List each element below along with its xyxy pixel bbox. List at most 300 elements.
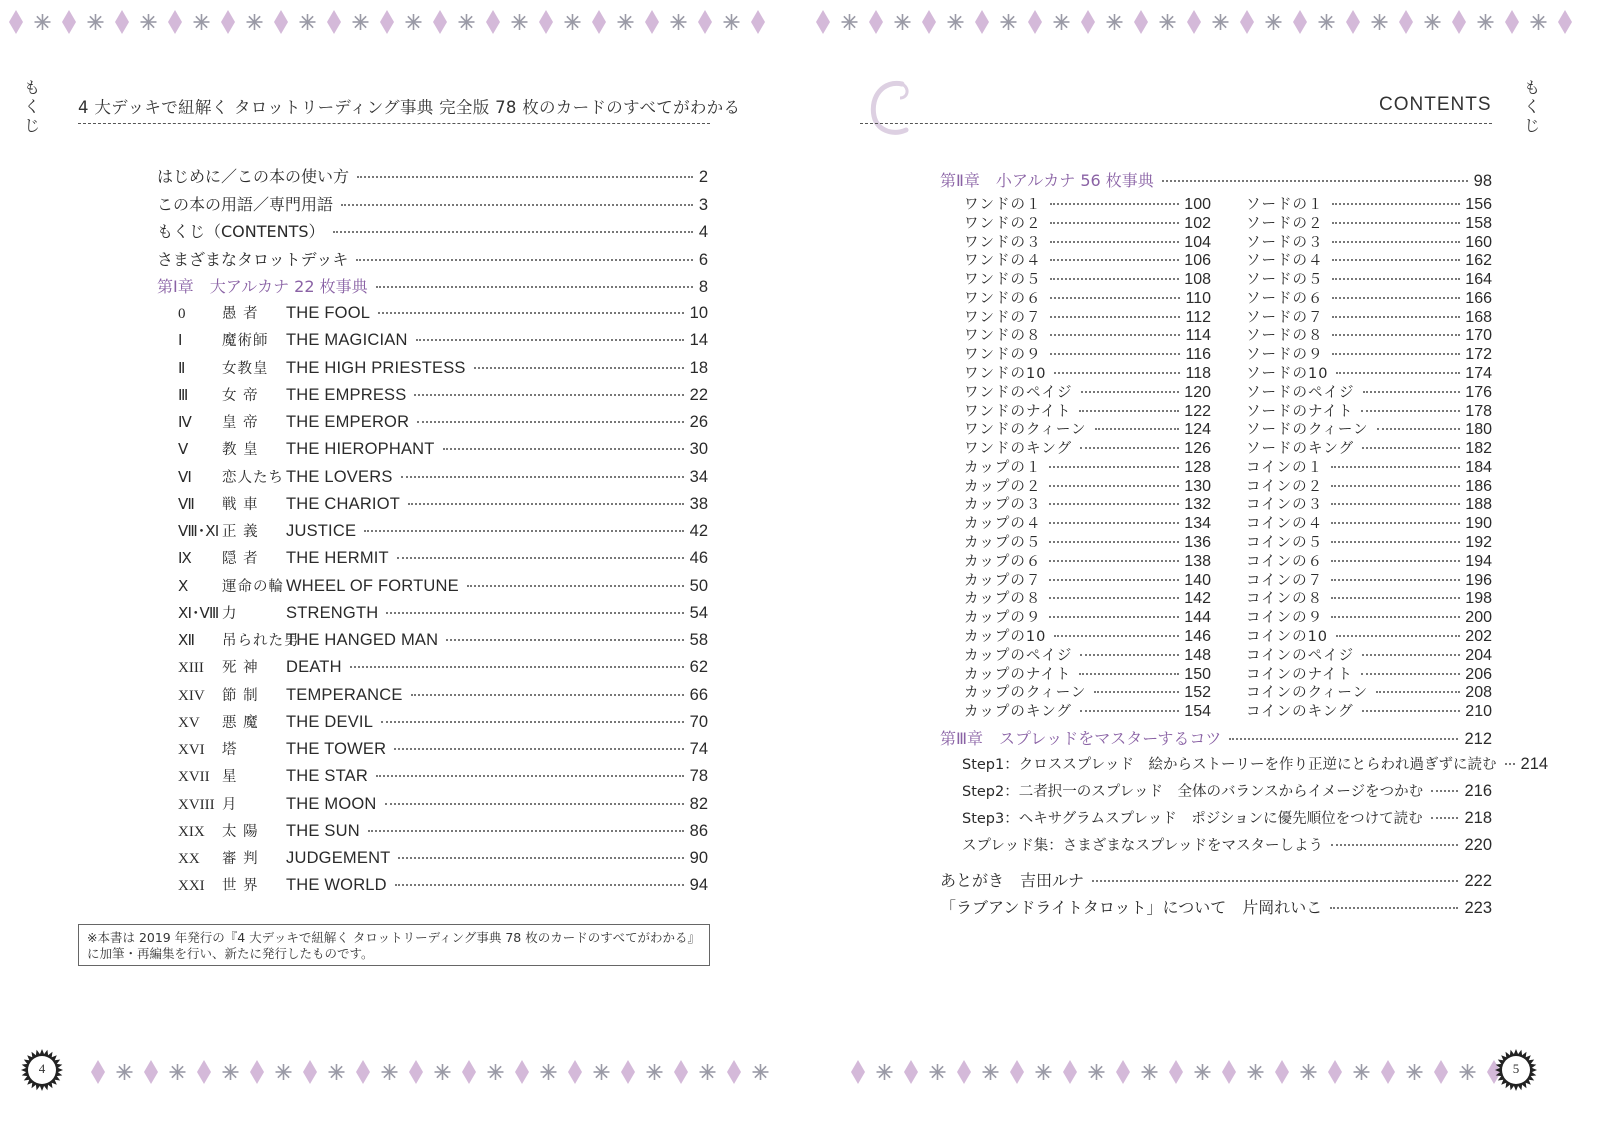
note-box [78, 924, 710, 966]
card-number: XIII [178, 660, 204, 677]
minor-arcana-row [964, 531, 1211, 550]
leader-dots [446, 639, 683, 641]
toc-page-number: 223 [1464, 899, 1492, 917]
toc-page-number: 116 [1185, 346, 1211, 364]
leader-dots [1376, 691, 1460, 693]
major-arcana-row [178, 329, 708, 351]
toc-label: カップの１ [964, 459, 1042, 476]
leader-dots [414, 394, 683, 396]
leader-dots [1331, 560, 1460, 562]
leader-dots [1079, 410, 1179, 412]
major-arcana-row [178, 602, 708, 624]
toc-label: コインの１ [1246, 459, 1324, 476]
minor-arcana-row [1246, 362, 1492, 381]
toc-label: カップの８ [964, 591, 1042, 608]
minor-arcana-row [1246, 437, 1492, 456]
minor-arcana-row [1246, 475, 1492, 494]
leader-dots [1049, 579, 1179, 581]
card-number: XVI [178, 742, 205, 758]
toc-row [157, 192, 708, 214]
toc-label: ワンドのペイジ [964, 384, 1073, 401]
minor-arcana-row [1246, 663, 1492, 682]
leader-dots [378, 312, 684, 314]
toc-page-number: 46 [689, 549, 708, 568]
toc-row [157, 219, 708, 241]
toc-page-number: 162 [1465, 252, 1492, 270]
note-line: ※本書は 2019 年発行の『4 大デッキで紐解く タロットリーディング事典 78 枚のカードのすべてがわかる』 [87, 930, 700, 945]
leader-dots [401, 476, 684, 478]
card-number: Ⅶ [178, 496, 195, 513]
toc-label: ソードのナイト [1246, 403, 1354, 420]
card-name-jp: 力 [222, 605, 238, 622]
card-number: Ⅴ [178, 442, 189, 459]
leader-dots [408, 503, 684, 505]
toc-label: はじめに／この本の使い方 [157, 167, 350, 186]
card-name-jp: 皇 帝 [222, 415, 259, 431]
toc-page-number: 176 [1465, 383, 1492, 401]
toc-page-number: 198 [1465, 590, 1492, 608]
minor-arcana-row [1246, 512, 1492, 531]
major-arcana-row [178, 357, 708, 379]
leader-dots [1331, 485, 1460, 487]
leader-dots [1050, 297, 1181, 299]
leader-dots [1332, 203, 1461, 205]
card-name-jp: 恋人たち [222, 469, 284, 486]
leader-dots [395, 884, 684, 886]
toc-page-number: 170 [1465, 327, 1492, 345]
card-name-jp: 女教皇 [222, 360, 269, 377]
leader-dots [1332, 222, 1461, 224]
card-number: XIV [178, 687, 205, 704]
toc-page-number: 14 [689, 331, 708, 350]
leader-dots [1331, 522, 1460, 524]
toc-page-number: 2 [698, 168, 708, 186]
card-number: XIX [178, 823, 205, 840]
leader-dots [1049, 616, 1179, 618]
card-name-jp: 女 帝 [222, 387, 259, 404]
leader-dots [1049, 503, 1179, 505]
major-arcana-row [178, 438, 708, 460]
minor-arcana-row [964, 493, 1211, 512]
toc-label: カップの５ [964, 535, 1042, 552]
toc-page-number: 128 [1184, 458, 1211, 476]
major-arcana-row [178, 656, 708, 678]
toc-page-number: 120 [1184, 383, 1211, 401]
minor-arcana-row [964, 663, 1211, 682]
leader-dots [1336, 635, 1460, 637]
contents-header: CONTENTS [1379, 94, 1492, 115]
toc-page-number: 150 [1184, 665, 1211, 683]
card-number: Ⅲ [178, 387, 189, 404]
major-arcana-row [178, 520, 708, 542]
toc-page-number: 106 [1184, 252, 1211, 270]
toc-label: ソードの８ [1246, 328, 1324, 345]
side-char: じ [23, 116, 40, 135]
toc-row [940, 868, 1492, 890]
toc-page-number: 86 [689, 821, 708, 840]
card-name-en: THE MAGICIAN [286, 331, 408, 350]
minor-arcana-row [1246, 381, 1492, 400]
card-name-en: THE STAR [286, 767, 368, 786]
toc-label: コインの７ [1246, 572, 1324, 589]
toc-page-number: 136 [1184, 534, 1211, 552]
toc-row [157, 247, 708, 269]
toc-page-number: 3 [698, 195, 708, 214]
card-name-jp: 正 義 [222, 524, 259, 540]
toc-label: ワンドの９ [964, 347, 1042, 364]
page-number-badge [20, 1048, 64, 1092]
minor-arcana-row [964, 418, 1211, 437]
toc-label: ワンドの２ [964, 215, 1042, 232]
minor-arcana-row [1246, 587, 1492, 606]
leader-dots [1079, 673, 1179, 675]
leader-dots [356, 259, 692, 261]
leader-dots [341, 204, 693, 206]
leader-dots [467, 585, 684, 587]
toc-page-number: 110 [1185, 289, 1211, 307]
toc-label: カップの３ [964, 497, 1042, 514]
major-arcana-row [178, 820, 708, 842]
leader-dots [1054, 635, 1179, 637]
card-name-en: JUDGEMENT [286, 849, 391, 867]
toc-label: コインの３ [1246, 497, 1324, 514]
leader-dots [1362, 654, 1460, 656]
toc-page-number: 148 [1184, 646, 1211, 664]
leader-dots [1050, 241, 1180, 243]
toc-label: ソードの６ [1246, 290, 1324, 307]
toc-label: ワンドの７ [964, 309, 1042, 326]
minor-arcana-row [964, 512, 1211, 531]
minor-arcana-row [964, 249, 1211, 268]
leader-dots [1080, 447, 1179, 449]
toc-page-number: 152 [1184, 684, 1211, 702]
minor-arcana-row [1246, 249, 1492, 268]
leader-dots [1049, 466, 1179, 468]
minor-arcana-row [964, 569, 1211, 588]
leader-dots [1431, 817, 1459, 819]
side-char: も [1523, 78, 1540, 97]
side-label-mokuji [22, 78, 42, 135]
toc-page-number: 202 [1465, 627, 1492, 645]
toc-label: コインの６ [1246, 553, 1324, 570]
leader-dots [376, 286, 693, 288]
minor-arcana-row [964, 587, 1211, 606]
leader-dots [417, 421, 683, 423]
minor-arcana-row [1246, 268, 1492, 287]
leader-dots [411, 694, 684, 696]
toc-page-number: 134 [1184, 515, 1211, 533]
leader-dots [1377, 428, 1461, 430]
toc-page-number: 130 [1184, 477, 1211, 495]
spread-step-row [962, 780, 1492, 802]
toc-page-number: 66 [689, 685, 708, 704]
toc-page-number: 164 [1465, 271, 1492, 289]
card-name-en: DEATH [286, 658, 342, 677]
minor-arcana-row [1246, 531, 1492, 550]
toc-label: Step3：ヘキサグラムスプレッド ポジションに優先順位をつけて読む [962, 811, 1423, 827]
toc-label: もくじ（CONTENTS） [157, 222, 325, 241]
toc-page-number: 8 [698, 278, 708, 296]
minor-arcana-row [964, 437, 1211, 456]
page-number: 4 [38, 1061, 46, 1076]
toc-page-number: 98 [1473, 172, 1492, 190]
toc-label: あとがき 吉田ルナ [940, 871, 1085, 890]
card-number: Ⅺ･Ⅷ [178, 605, 220, 622]
leader-dots [1049, 560, 1179, 562]
card-name-en: THE LOVERS [286, 467, 393, 486]
toc-page-number: 188 [1465, 496, 1492, 514]
minor-arcana-row [964, 381, 1211, 400]
toc-label: 第Ⅰ章 大アルカナ 22 枚事典 [157, 277, 368, 296]
toc-page-number: 216 [1464, 782, 1492, 800]
card-name-jp: 星 [222, 769, 238, 786]
minor-arcana-row [964, 456, 1211, 475]
major-arcana-row [178, 874, 708, 896]
toc-page-number: 204 [1465, 646, 1492, 664]
card-name-en: THE FOOL [286, 304, 371, 322]
leader-dots [1331, 541, 1460, 543]
toc-label: スプレッド集：さまざまなスプレッドをマスターしよう [962, 838, 1324, 854]
card-name-en: THE TOWER [286, 740, 387, 758]
toc-page-number: 160 [1465, 233, 1492, 251]
leader-dots [1092, 880, 1458, 882]
card-name-en: THE DEVIL [286, 712, 374, 731]
toc-label: カップの６ [964, 553, 1042, 570]
toc-page-number: 30 [689, 440, 708, 459]
minor-arcana-row [964, 681, 1211, 700]
toc-label: ワンドの５ [964, 272, 1042, 289]
toc-label: カップのナイト [964, 666, 1072, 683]
minor-arcana-row [964, 268, 1211, 287]
leader-dots [350, 666, 684, 668]
toc-label: この本の用語／専門用語 [157, 194, 334, 214]
minor-arcana-row [1246, 550, 1492, 569]
leader-dots [1229, 738, 1458, 740]
toc-label: ワンドの１ [964, 197, 1042, 213]
leader-dots [1331, 466, 1460, 468]
chapter-heading [940, 168, 1492, 190]
leader-dots [1050, 222, 1180, 224]
leader-dots [1336, 372, 1460, 374]
chapter-heading [940, 726, 1492, 748]
leader-dots [1094, 691, 1179, 693]
toc-page-number: 174 [1465, 365, 1492, 383]
leader-dots [357, 176, 693, 178]
toc-page-number: 118 [1185, 365, 1211, 383]
card-number: XVII [178, 769, 210, 786]
card-name-jp: 愚 者 [222, 306, 259, 322]
toc-page-number: 138 [1184, 552, 1211, 570]
toc-label: コインのクィーン [1246, 685, 1369, 702]
card-number: Ⅳ [178, 415, 192, 431]
side-char: も [23, 78, 40, 97]
toc-label: コインの８ [1246, 591, 1324, 608]
card-name-jp: 死 神 [222, 660, 259, 677]
minor-arcana-row [964, 231, 1211, 250]
toc-label: ソードの７ [1246, 309, 1324, 326]
toc-page-number: 146 [1184, 627, 1211, 645]
toc-page-number: 90 [689, 849, 708, 867]
toc-page-number: 122 [1184, 402, 1211, 420]
major-arcana-row [178, 384, 708, 406]
toc-page-number: 178 [1465, 402, 1492, 420]
minor-arcana-row [1246, 700, 1492, 719]
toc-page-number: 194 [1465, 552, 1492, 570]
leader-dots [1331, 579, 1460, 581]
toc-label: ワンドの８ [964, 328, 1042, 345]
leader-dots [386, 612, 683, 614]
major-arcana-row [178, 711, 708, 733]
major-arcana-row [178, 411, 708, 433]
minor-arcana-row [1246, 193, 1492, 212]
minor-arcana-row [964, 606, 1211, 625]
leader-dots [1080, 710, 1179, 712]
leader-dots [1049, 541, 1179, 543]
toc-page-number: 34 [689, 467, 708, 486]
leader-dots [1361, 673, 1460, 675]
major-arcana-row [178, 466, 708, 488]
note-line: に加筆・再編集を行い、新たに発行したものです。 [87, 946, 374, 961]
leader-dots [474, 367, 684, 369]
card-name-en: THE EMPRESS [286, 385, 407, 404]
toc-page-number: 38 [689, 494, 708, 513]
minor-arcana-row [964, 400, 1211, 419]
toc-page-number: 218 [1464, 809, 1492, 827]
toc-label: ワンドの10 [964, 366, 1047, 383]
leader-dots [1362, 710, 1461, 712]
toc-label: ワンドの４ [964, 253, 1042, 270]
toc-page-number: 206 [1465, 665, 1492, 683]
toc-label: コインのキング [1246, 704, 1354, 721]
toc-page-number: 6 [698, 250, 708, 269]
toc-label: カップの７ [964, 572, 1042, 589]
leader-dots [381, 721, 684, 723]
major-arcana-row [178, 738, 708, 760]
minor-arcana-row [1246, 418, 1492, 437]
leader-dots [1361, 410, 1460, 412]
minor-arcana-row [1246, 493, 1492, 512]
toc-page-number: 172 [1465, 346, 1492, 364]
toc-label: ソードのキング [1246, 441, 1355, 458]
leader-dots [1332, 353, 1461, 355]
card-name-jp: 隠 者 [222, 551, 259, 568]
toc-label: ソードの３ [1246, 234, 1324, 251]
minor-arcana-row [1246, 644, 1492, 663]
toc-page-number: 196 [1465, 571, 1492, 589]
leader-dots [1332, 278, 1461, 280]
toc-label: カップの２ [964, 478, 1042, 495]
toc-page-number: 112 [1185, 308, 1211, 326]
toc-page-number: 140 [1184, 571, 1211, 589]
major-arcana-row [178, 684, 708, 706]
leader-dots [398, 857, 683, 859]
toc-page-number: 70 [689, 712, 708, 731]
page-number-badge [1494, 1048, 1538, 1092]
toc-page-number: 158 [1465, 214, 1492, 232]
minor-arcana-row [1246, 212, 1492, 231]
toc-page-number: 186 [1465, 477, 1492, 495]
leader-dots [1431, 790, 1458, 792]
major-arcana-row [178, 847, 708, 869]
book-title-header: 4 大デッキで紐解く タロットリーディング事典 完全版 78 枚のカードのすべてがわかる [78, 98, 741, 117]
minor-arcana-row [1246, 324, 1492, 343]
spread-step-row [962, 753, 1549, 775]
card-name-en: THE WORLD [286, 876, 387, 895]
side-char: じ [1523, 116, 1540, 135]
toc-page-number: 126 [1184, 440, 1211, 458]
leader-dots [1332, 297, 1461, 299]
toc-page-number: 108 [1184, 271, 1211, 289]
card-number: XXI [178, 878, 205, 895]
toc-page-number: 42 [689, 522, 708, 540]
header-dashed-line [860, 123, 1492, 124]
chapter-heading [157, 274, 708, 296]
card-name-jp: 戦 車 [222, 496, 259, 513]
minor-arcana-row [964, 475, 1211, 494]
toc-label: 「ラブアンドライトタロット」について 片岡れいこ [940, 898, 1323, 917]
minor-arcana-row [964, 700, 1211, 719]
card-number: Ⅹ [178, 578, 189, 595]
toc-label: コインの10 [1246, 628, 1329, 645]
leader-dots [1332, 334, 1461, 336]
leader-dots [1049, 597, 1179, 599]
toc-page-number: 50 [689, 576, 708, 595]
card-name-jp: 世 界 [222, 878, 259, 895]
toc-page-number: 74 [689, 740, 708, 758]
leader-dots [1332, 259, 1461, 261]
leader-dots [1363, 391, 1461, 393]
toc-page-number: 166 [1465, 289, 1492, 307]
card-name-en: THE HIGH PRIESTESS [286, 358, 466, 377]
leader-dots [1162, 180, 1468, 182]
leader-dots [1330, 907, 1458, 909]
leader-dots [443, 448, 684, 450]
card-name-jp: 月 [222, 796, 238, 813]
side-char: く [1523, 97, 1540, 116]
toc-label: Step2：二者択一のスプレッド 全体のバランスからイメージをつかむ [962, 784, 1424, 800]
card-number: XV [178, 714, 200, 731]
toc-page-number: 104 [1184, 233, 1211, 251]
toc-label: コインのペイジ [1246, 647, 1355, 664]
leader-dots [1095, 428, 1180, 430]
card-name-en: THE EMPEROR [286, 413, 410, 431]
toc-page-number: 18 [689, 358, 708, 377]
card-number: Ⅵ [178, 469, 192, 486]
spread-step-row [962, 834, 1492, 856]
minor-arcana-row [1246, 625, 1492, 644]
toc-label: コインの５ [1246, 535, 1324, 552]
minor-arcana-row [964, 362, 1211, 381]
toc-label: ソードの４ [1246, 253, 1324, 270]
card-name-jp: 運命の輪 [222, 578, 284, 595]
leader-dots [1331, 597, 1460, 599]
toc-page-number: 182 [1465, 440, 1492, 458]
leader-dots [1080, 654, 1179, 656]
toc-label: カップのクィーン [964, 685, 1087, 702]
major-arcana-row [178, 575, 708, 597]
leader-dots [1050, 203, 1180, 205]
toc-page-number: 210 [1465, 703, 1492, 721]
toc-page-number: 220 [1464, 836, 1492, 854]
toc-label: カップの９ [964, 610, 1042, 627]
right-page [800, 0, 1600, 1135]
toc-label: ワンドのキング [964, 441, 1073, 458]
minor-arcana-row [1246, 456, 1492, 475]
major-arcana-row [178, 793, 708, 815]
toc-page-number: 100 [1184, 196, 1211, 213]
toc-page-number: 142 [1184, 590, 1211, 608]
toc-row [940, 895, 1492, 917]
